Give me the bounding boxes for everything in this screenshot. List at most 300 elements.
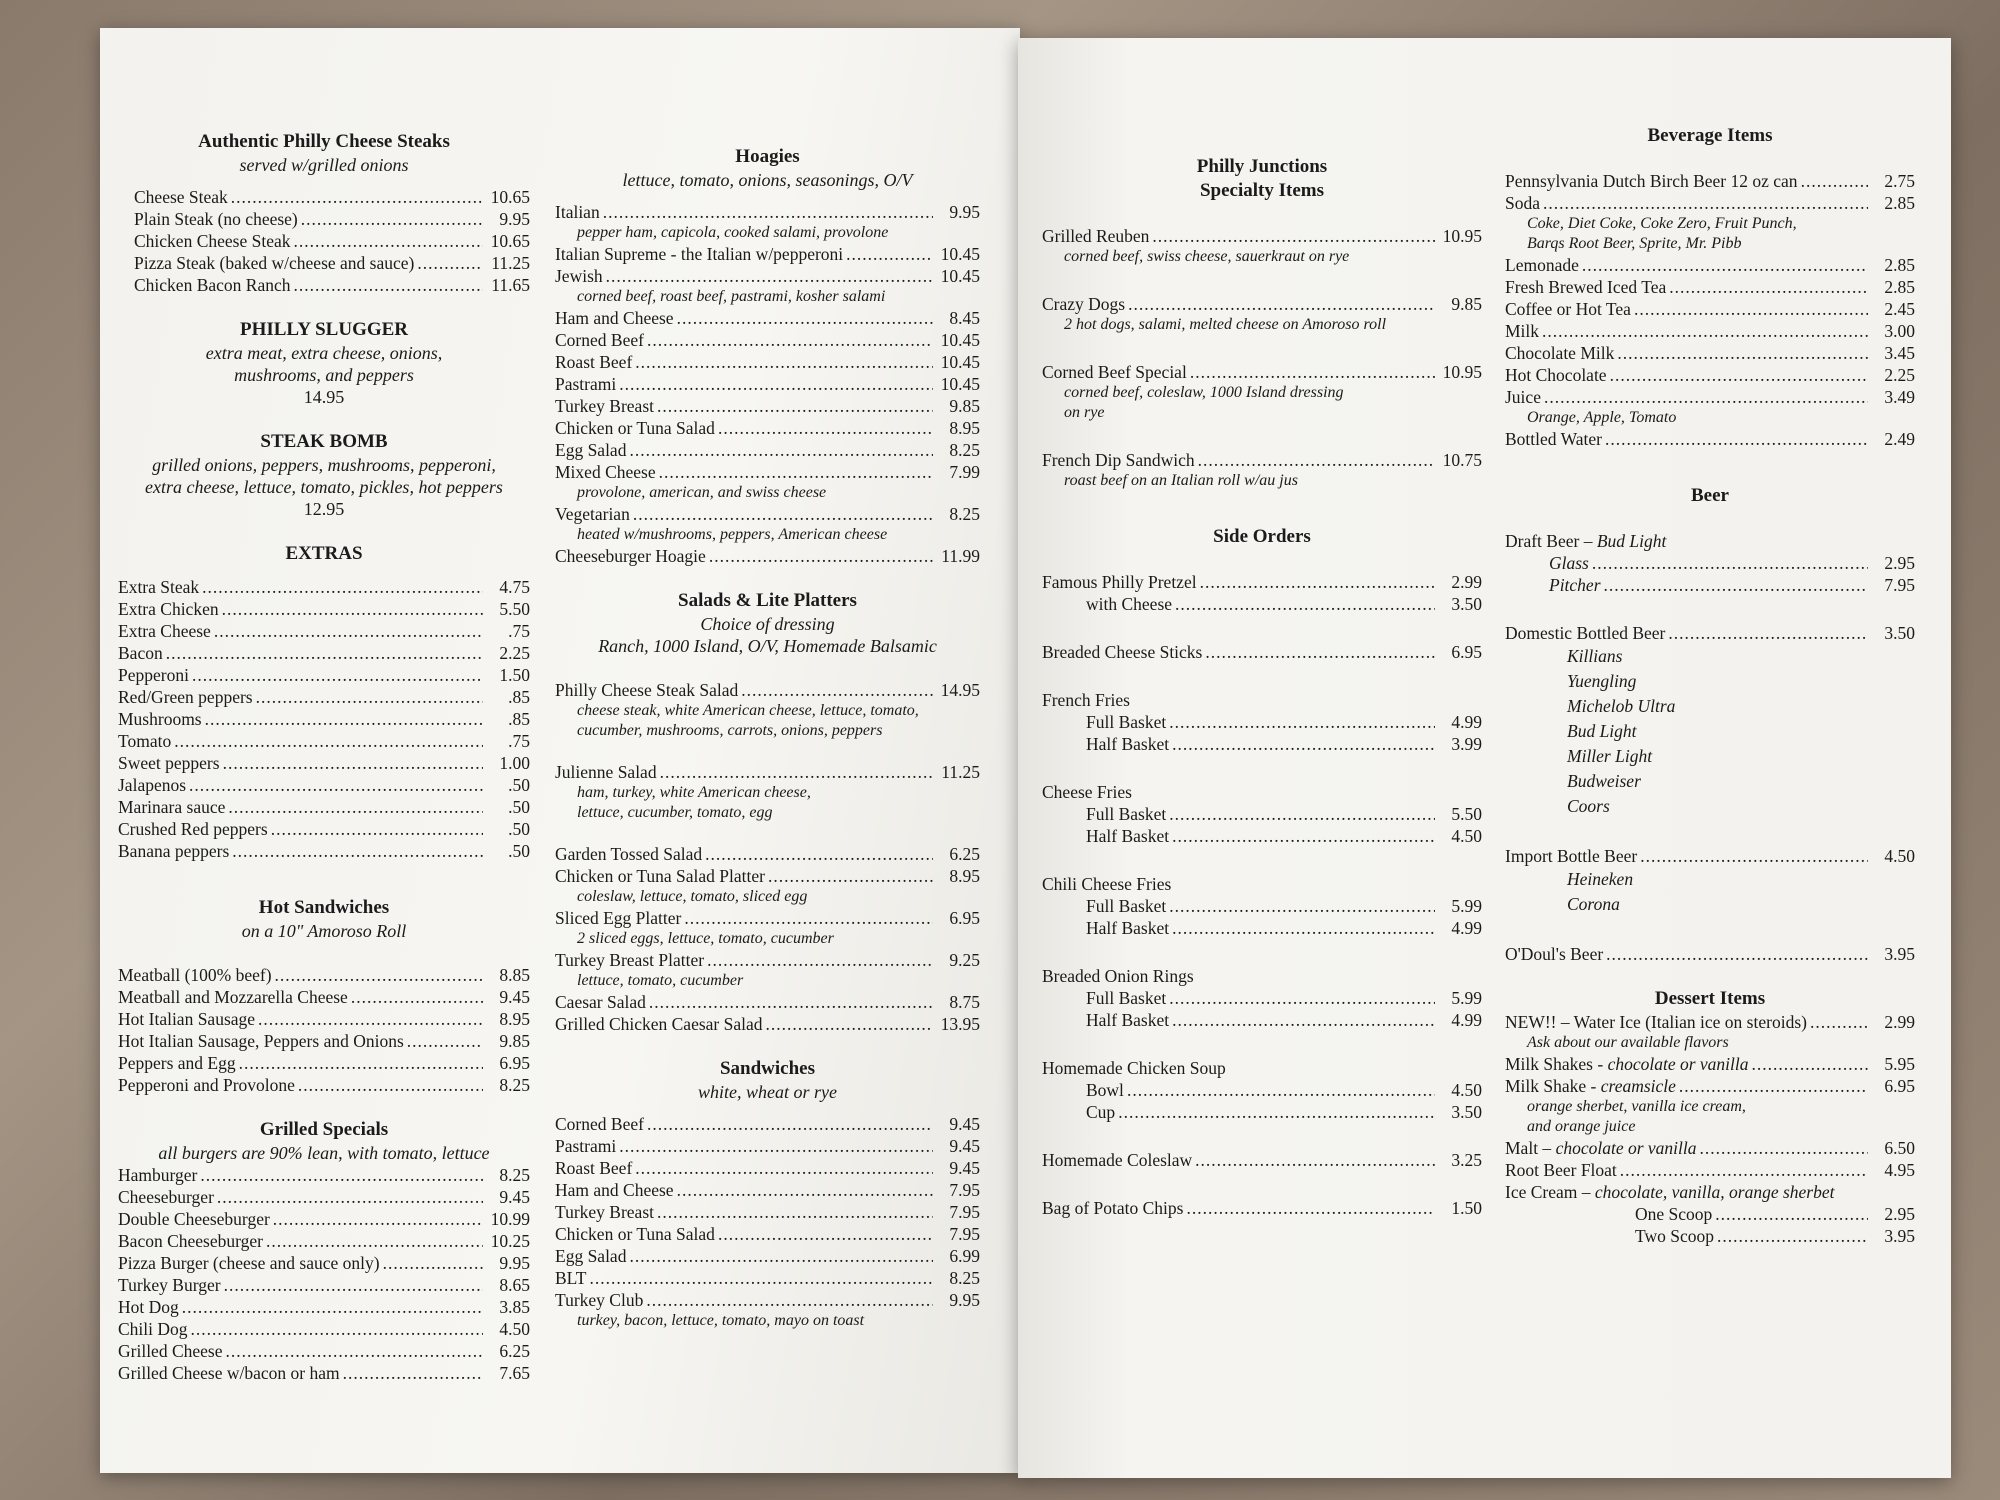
grilled-list xyxy=(118,1164,530,1384)
menu-item-price: 3.45 xyxy=(1884,343,1915,363)
menu-item-row xyxy=(555,417,980,439)
leader-dots xyxy=(677,1179,933,1201)
menu-item-name: Extra Cheese xyxy=(118,621,211,641)
specialty-title-1: Philly Junctions xyxy=(1196,156,1328,177)
leader-dots xyxy=(707,949,933,971)
cheesesteaks-list xyxy=(118,186,530,296)
menu-item-row xyxy=(555,907,980,929)
menu-item-row xyxy=(1505,428,1915,450)
menu-item-name: Milk Shake - creamsicle xyxy=(1505,1076,1676,1096)
menu-item-name: Hamburger xyxy=(118,1165,198,1185)
menu-item-row xyxy=(118,986,530,1008)
leader-dots xyxy=(1172,917,1435,939)
menu-item-row xyxy=(1042,1149,1482,1171)
sandwiches-title: Sandwiches xyxy=(719,1058,816,1079)
menu-item-name: Pitcher xyxy=(1549,575,1601,595)
menu-item-price: 9.95 xyxy=(949,1290,980,1310)
leader-dots xyxy=(718,417,933,439)
menu-item-name: Soda xyxy=(1505,193,1540,213)
leader-dots xyxy=(1640,845,1868,867)
leader-dots xyxy=(1582,254,1868,276)
leader-dots xyxy=(846,243,933,265)
menu-item-price: 1.50 xyxy=(1451,1198,1482,1218)
beer-brand: Michelob Ultra xyxy=(1567,696,1676,716)
menu-item-name: Chicken Cheese Steak xyxy=(134,231,291,251)
leader-dots xyxy=(1169,711,1435,733)
menu-item-name: Plain Steak (no cheese) xyxy=(134,209,298,229)
menu-item-description: cheese steak, white American cheese, lettuce, tomato, xyxy=(577,702,919,719)
leader-dots xyxy=(417,252,483,274)
leader-dots xyxy=(1172,733,1435,755)
leader-dots xyxy=(166,642,483,664)
menu-item-price: 3.95 xyxy=(1884,1226,1915,1246)
menu-item-name: Glass xyxy=(1549,553,1589,573)
menu-item-name: Sweet peppers xyxy=(118,753,220,773)
menu-item-price: 7.95 xyxy=(1884,575,1915,595)
menu-item-name: Meatball and Mozzarella Cheese xyxy=(118,987,348,1007)
menu-item-name: Jalapenos xyxy=(118,775,187,795)
menu-item-name: Sliced Egg Platter xyxy=(555,908,682,928)
menu-item-price: 9.95 xyxy=(499,209,530,229)
menu-item-price: 9.45 xyxy=(949,1158,980,1178)
menu-item-price: 7.99 xyxy=(949,462,980,482)
menu-item-row xyxy=(1505,320,1915,342)
menu-item-name-italic: chocolate or vanilla xyxy=(1555,1138,1697,1158)
leader-dots xyxy=(589,1267,933,1289)
menu-item-name: Full Basket xyxy=(1086,988,1167,1008)
leader-dots xyxy=(298,1074,483,1096)
menu-item-name: Import Bottle Beer xyxy=(1505,846,1638,866)
menu-item-row xyxy=(1042,571,1482,593)
leader-dots xyxy=(684,907,933,929)
menu-item-price: 6.95 xyxy=(1884,1076,1915,1096)
menu-item-description: Ask about our available flavors xyxy=(1527,1034,1729,1051)
menu-item-row xyxy=(1042,449,1482,471)
leader-dots xyxy=(1604,574,1868,596)
menu-item-row xyxy=(555,307,980,329)
menu-item-row xyxy=(555,1113,980,1135)
menu-item-name: Chili Dog xyxy=(118,1319,188,1339)
menu-item-price: 8.25 xyxy=(949,1268,980,1288)
leader-dots xyxy=(182,1296,483,1318)
menu-item-row xyxy=(118,774,530,796)
menu-item-name: Turkey Club xyxy=(555,1290,644,1310)
menu-item-row xyxy=(134,252,530,274)
menu-item-name: Red/Green peppers xyxy=(118,687,253,707)
menu-item-description: 2 sliced eggs, lettuce, tomato, cucumber xyxy=(577,930,834,947)
menu-item-price: 2.85 xyxy=(1884,255,1915,275)
menu-item-price: 6.99 xyxy=(949,1246,980,1266)
menu-item-row xyxy=(118,1252,530,1274)
leader-dots xyxy=(606,265,933,287)
menu-item-name: Bacon xyxy=(118,643,163,663)
cheesesteaks-subtitle: served w/grilled onions xyxy=(239,155,409,175)
menu-item-price: 3.00 xyxy=(1884,321,1915,341)
leader-dots xyxy=(1715,1203,1868,1225)
leader-dots xyxy=(705,843,933,865)
menu-item-price: 1.00 xyxy=(499,753,530,773)
menu-item-name: Tomato xyxy=(118,731,172,751)
menu-item-name: Bowl xyxy=(1086,1080,1124,1100)
leader-dots xyxy=(1195,1149,1435,1171)
leader-dots xyxy=(709,545,933,567)
menu-item-name: Pastrami xyxy=(555,374,617,394)
leader-dots xyxy=(271,818,483,840)
menu-item-description: corned beef, coleslaw, 1000 Island dressing xyxy=(1064,384,1344,401)
menu-item-price: 9.95 xyxy=(499,1253,530,1273)
menu-item-row xyxy=(134,274,530,296)
leader-dots xyxy=(603,201,933,223)
menu-item-name: Half Basket xyxy=(1086,734,1170,754)
menu-item-row xyxy=(1505,298,1915,320)
menu-item-row xyxy=(1505,552,1915,574)
menu-item-name: Turkey Burger xyxy=(118,1275,221,1295)
menu-item-row xyxy=(555,865,980,887)
column-1 xyxy=(118,130,530,1384)
menu-item-name: Cheeseburger xyxy=(118,1187,214,1207)
menu-subheading: Homemade Chicken Soup xyxy=(1042,1058,1226,1078)
leader-dots xyxy=(1634,298,1868,320)
menu-item-row xyxy=(118,1164,530,1186)
menu-subheading: Cheese Fries xyxy=(1042,782,1132,802)
menu-item-row xyxy=(1505,386,1915,408)
menu-item-row xyxy=(118,818,530,840)
menu-item-name: Chicken or Tuna Salad xyxy=(555,1224,715,1244)
salads-subtitle-2: Ranch, 1000 Island, O/V, Homemade Balsamic xyxy=(598,636,937,656)
menu-item-row xyxy=(1042,225,1482,247)
menu-item-price: 7.65 xyxy=(499,1363,530,1383)
menu-item-row xyxy=(1042,733,1482,755)
menu-item-price: 6.95 xyxy=(1451,642,1482,662)
leader-dots xyxy=(202,576,483,598)
menu-item-name: Domestic Bottled Beer xyxy=(1505,623,1666,643)
menu-item-name: Bacon Cheeseburger xyxy=(118,1231,263,1251)
menu-item-description: Orange, Apple, Tomato xyxy=(1527,409,1677,426)
menu-item-name-italic: creamsicle xyxy=(1600,1076,1676,1096)
menu-item-row xyxy=(1505,1137,1915,1159)
menu-item-row xyxy=(1505,170,1915,192)
leader-dots xyxy=(768,865,933,887)
menu-item-price: 4.99 xyxy=(1451,1010,1482,1030)
menu-item-description: 2 hot dogs, salami, melted cheese on Amoroso roll xyxy=(1064,316,1387,333)
menu-subheading: Chili Cheese Fries xyxy=(1042,874,1172,894)
leader-dots xyxy=(649,991,933,1013)
menu-item-name: Half Basket xyxy=(1086,918,1170,938)
grilled-subtitle: all burgers are 90% lean, with tomato, lettuce xyxy=(158,1143,490,1163)
menu-item-name: Bottled Water xyxy=(1505,429,1602,449)
menu-item-name: Pizza Steak (baked w/cheese and sauce) xyxy=(134,253,415,273)
menu-item-price: 2.49 xyxy=(1884,429,1915,449)
menu-item-name: Banana peppers xyxy=(118,841,230,861)
beer-brand: Heineken xyxy=(1567,869,1634,889)
menu-item-price: 10.95 xyxy=(1442,226,1482,246)
dessert-title: Dessert Items xyxy=(1654,988,1766,1009)
menu-item-name: Half Basket xyxy=(1086,1010,1170,1030)
beer-brand: Killians xyxy=(1567,646,1623,666)
menu-item-name: Turkey Breast Platter xyxy=(555,950,705,970)
draft-beer-brand: Bud Light xyxy=(1596,531,1667,551)
menu-item-row xyxy=(1042,1079,1482,1101)
menu-item-price: 8.25 xyxy=(949,504,980,524)
menu-item-name: Grilled Reuben xyxy=(1042,226,1150,246)
leader-dots xyxy=(766,1013,933,1035)
menu-item-name: Cheese Steak xyxy=(134,187,228,207)
menu-item-price: 2.85 xyxy=(1884,277,1915,297)
menu-item-price: 9.95 xyxy=(949,202,980,222)
leader-dots xyxy=(1606,943,1868,965)
menu-item-price: 9.45 xyxy=(499,987,530,1007)
menu-item-price: 10.45 xyxy=(940,352,980,372)
menu-item-name: Hot Italian Sausage xyxy=(118,1009,256,1029)
menu-item-description: pepper ham, capicola, cooked salami, provolone xyxy=(577,224,889,241)
menu-item-row xyxy=(1505,574,1915,596)
leader-dots xyxy=(677,307,933,329)
menu-item-description: ham, turkey, white American cheese, xyxy=(577,784,811,801)
leader-dots xyxy=(351,986,483,1008)
menu-item-description: turkey, bacon, lettuce, tomato, mayo on toast xyxy=(577,1312,865,1329)
menu-item-name: Chicken or Tuna Salad xyxy=(555,418,715,438)
menu-item-name: Cheeseburger Hoagie xyxy=(555,546,706,566)
leader-dots xyxy=(1752,1053,1868,1075)
salads-list xyxy=(555,679,980,1035)
bomb-desc-1: grilled onions, peppers, mushrooms, pepperoni, xyxy=(152,455,496,475)
menu-item-row xyxy=(118,686,530,708)
menu-item-row xyxy=(134,186,530,208)
leader-dots xyxy=(1605,428,1868,450)
menu-item-price: .85 xyxy=(508,687,530,707)
menu-item-price: 10.45 xyxy=(940,266,980,286)
menu-item-price: 4.50 xyxy=(499,1319,530,1339)
menu-item-row xyxy=(555,461,980,483)
leader-dots xyxy=(189,774,483,796)
leader-dots xyxy=(629,1245,933,1267)
menu-item-name: Pepperoni and Provolone xyxy=(118,1075,295,1095)
menu-item-name: Two Scoop xyxy=(1635,1226,1714,1246)
menu-item-price: 5.99 xyxy=(1451,896,1482,916)
menu-item-row xyxy=(1042,1197,1482,1219)
menu-item-price: 4.75 xyxy=(499,577,530,597)
menu-subheading: Breaded Onion Rings xyxy=(1042,966,1194,986)
domestic-beer-list xyxy=(1505,644,1915,819)
cheesesteaks-title: Authentic Philly Cheese Steaks xyxy=(198,131,450,152)
menu-item-row xyxy=(118,730,530,752)
leader-dots xyxy=(635,351,933,373)
menu-item-price: .50 xyxy=(508,775,530,795)
column-2 xyxy=(555,145,980,1331)
menu-item-row xyxy=(134,230,530,252)
menu-item-row xyxy=(555,843,980,865)
leader-dots xyxy=(633,503,933,525)
menu-item-name: Hot Chocolate xyxy=(1505,365,1607,385)
menu-item-row xyxy=(1042,803,1482,825)
menu-item-name: Corned Beef Special xyxy=(1042,362,1187,382)
menu-item-price: .85 xyxy=(508,709,530,729)
menu-item-name: Peppers and Egg xyxy=(118,1053,236,1073)
menu-item-name: Hot Dog xyxy=(118,1297,179,1317)
leader-dots xyxy=(1172,825,1435,847)
menu-item-row xyxy=(1505,1053,1915,1075)
hot-sandwiches-list xyxy=(118,964,530,1096)
menu-item-name: Breaded Cheese Sticks xyxy=(1042,642,1203,662)
menu-item-name: Mixed Cheese xyxy=(555,462,656,482)
menu-item-description: cucumber, mushrooms, carrots, onions, peppers xyxy=(577,722,883,739)
beer-list xyxy=(1505,530,1915,965)
menu-item-name: Egg Salad xyxy=(555,440,627,460)
leader-dots xyxy=(718,1223,933,1245)
menu-item-price: 11.25 xyxy=(491,253,530,273)
menu-item-price: .75 xyxy=(508,621,530,641)
beer-brand: Yuengling xyxy=(1567,671,1637,691)
menu-item-name: Pastrami xyxy=(555,1136,617,1156)
menu-item-name: Italian Supreme - the Italian w/pepperoni xyxy=(555,244,844,264)
menu-item-price: 4.99 xyxy=(1451,712,1482,732)
menu-item-price: 9.25 xyxy=(949,950,980,970)
menu-item-row xyxy=(555,991,980,1013)
menu-item-price: 5.50 xyxy=(499,599,530,619)
menu-item-row xyxy=(1042,1009,1482,1031)
leader-dots xyxy=(200,1164,483,1186)
menu-item-price: 2.95 xyxy=(1884,1204,1915,1224)
menu-item-price: 8.95 xyxy=(949,418,980,438)
menu-item-row xyxy=(118,964,530,986)
menu-item-description: Barqs Root Beer, Sprite, Mr. Pibb xyxy=(1527,235,1742,252)
menu-item-price: 9.85 xyxy=(1451,294,1482,314)
menu-item-price: 10.95 xyxy=(1442,362,1482,382)
bomb-price: 12.95 xyxy=(303,499,345,519)
menu-item-name: Hot Italian Sausage, Peppers and Onions xyxy=(118,1031,404,1051)
menu-item-row xyxy=(555,1245,980,1267)
salads-subtitle-1: Choice of dressing xyxy=(700,614,835,634)
menu-item-name: Philly Cheese Steak Salad xyxy=(555,680,739,700)
menu-item-price: 2.25 xyxy=(499,643,530,663)
menu-item-description: provolone, american, and swiss cheese xyxy=(577,484,827,501)
menu-item-name: Meatball (100% beef) xyxy=(118,965,272,985)
menu-item-row xyxy=(1042,641,1482,663)
menu-item-row xyxy=(118,1186,530,1208)
menu-item-price: 5.95 xyxy=(1884,1054,1915,1074)
menu-item-price: 2.75 xyxy=(1884,171,1915,191)
menu-item-row xyxy=(555,395,980,417)
leader-dots xyxy=(231,186,483,208)
menu-item-price: 8.95 xyxy=(949,866,980,886)
salads-title: Salads & Lite Platters xyxy=(678,590,857,611)
menu-item-name: BLT xyxy=(555,1268,587,1288)
menu-item-price: 10.65 xyxy=(490,187,530,207)
menu-item-row xyxy=(555,949,980,971)
menu-item-name: Fresh Brewed Iced Tea xyxy=(1505,277,1667,297)
menu-item-name: Milk Shakes - chocolate or vanilla xyxy=(1505,1054,1749,1074)
menu-item-price: .50 xyxy=(508,819,530,839)
menu-item-name: Malt – chocolate or vanilla xyxy=(1505,1138,1697,1158)
menu-item-row xyxy=(555,503,980,525)
menu-item-row xyxy=(118,840,530,862)
leader-dots xyxy=(214,620,483,642)
menu-item-price: 2.95 xyxy=(1884,553,1915,573)
specialty-list xyxy=(1042,225,1482,491)
leader-dots xyxy=(407,1030,483,1052)
menu-item-row xyxy=(118,620,530,642)
menu-item-name: Coffee or Hot Tea xyxy=(1505,299,1631,319)
leader-dots xyxy=(657,395,933,417)
menu-item-name: Bag of Potato Chips xyxy=(1042,1198,1184,1218)
menu-item-row xyxy=(118,796,530,818)
sandwiches-subtitle: white, wheat or rye xyxy=(698,1082,837,1102)
menu-item-description: coleslaw, lettuce, tomato, sliced egg xyxy=(577,888,808,905)
menu-item-price: 9.45 xyxy=(499,1187,530,1207)
menu-item-price: 10.75 xyxy=(1442,450,1482,470)
menu-item-name: Extra Steak xyxy=(118,577,200,597)
menu-item-name: Double Cheeseburger xyxy=(118,1209,270,1229)
menu-item-name: Egg Salad xyxy=(555,1246,627,1266)
menu-item-row xyxy=(1505,342,1915,364)
leader-dots xyxy=(191,1318,483,1340)
leader-dots xyxy=(293,230,483,252)
menu-item-row xyxy=(1505,1011,1915,1033)
slugger-price: 14.95 xyxy=(303,387,345,407)
menu-item-row xyxy=(118,576,530,598)
leader-dots xyxy=(1152,225,1435,247)
menu-item-row xyxy=(555,1267,980,1289)
menu-item-price: 6.95 xyxy=(499,1053,530,1073)
leader-dots xyxy=(1118,1101,1435,1123)
leader-dots xyxy=(1175,593,1435,615)
menu-item-row xyxy=(118,1296,530,1318)
leader-dots xyxy=(1169,803,1435,825)
menu-item-row xyxy=(1042,825,1482,847)
menu-item-row xyxy=(555,351,980,373)
menu-item-name: Full Basket xyxy=(1086,804,1167,824)
menu-item-row xyxy=(118,1074,530,1096)
menu-item-price: 5.50 xyxy=(1451,804,1482,824)
menu-item-name: Turkey Breast xyxy=(555,1202,655,1222)
beverages-list xyxy=(1505,170,1915,450)
leader-dots xyxy=(647,1113,933,1135)
menu-item-row xyxy=(118,708,530,730)
menu-item-name: Homemade Coleslaw xyxy=(1042,1150,1193,1170)
menu-item-row xyxy=(555,545,980,567)
menu-item-row xyxy=(1042,711,1482,733)
hoagies-list xyxy=(555,201,980,567)
menu-item-row xyxy=(1042,361,1482,383)
menu-item-price: 7.95 xyxy=(949,1224,980,1244)
menu-item-row xyxy=(118,1362,530,1384)
menu-item-row xyxy=(1505,254,1915,276)
menu-item-price: 11.65 xyxy=(491,275,530,295)
leader-dots xyxy=(741,679,933,701)
menu-item-name: with Cheese xyxy=(1086,594,1173,614)
leader-dots xyxy=(258,1008,483,1030)
menu-item-price: 3.25 xyxy=(1451,1150,1482,1170)
menu-item-row xyxy=(555,439,980,461)
leader-dots xyxy=(225,1340,483,1362)
menu-item-row xyxy=(1505,1203,1915,1225)
leader-dots xyxy=(1617,342,1868,364)
ice-cream-label: Ice Cream – chocolate, vanilla, orange sherbet xyxy=(1505,1182,1835,1202)
menu-item-description: lettuce, tomato, cucumber xyxy=(577,972,744,989)
menu-item-row xyxy=(555,1157,980,1179)
menu-item-description: roast beef on an Italian roll w/au jus xyxy=(1064,472,1298,489)
leader-dots xyxy=(174,730,483,752)
menu-item-row xyxy=(555,1223,980,1245)
menu-item-price: 7.95 xyxy=(949,1180,980,1200)
leader-dots xyxy=(1801,170,1868,192)
menu-item-price: 6.25 xyxy=(499,1341,530,1361)
leader-dots xyxy=(660,761,933,783)
menu-item-price: 14.95 xyxy=(940,680,980,700)
leader-dots xyxy=(1542,320,1868,342)
leader-dots xyxy=(217,1186,483,1208)
menu-item-row xyxy=(555,1179,980,1201)
